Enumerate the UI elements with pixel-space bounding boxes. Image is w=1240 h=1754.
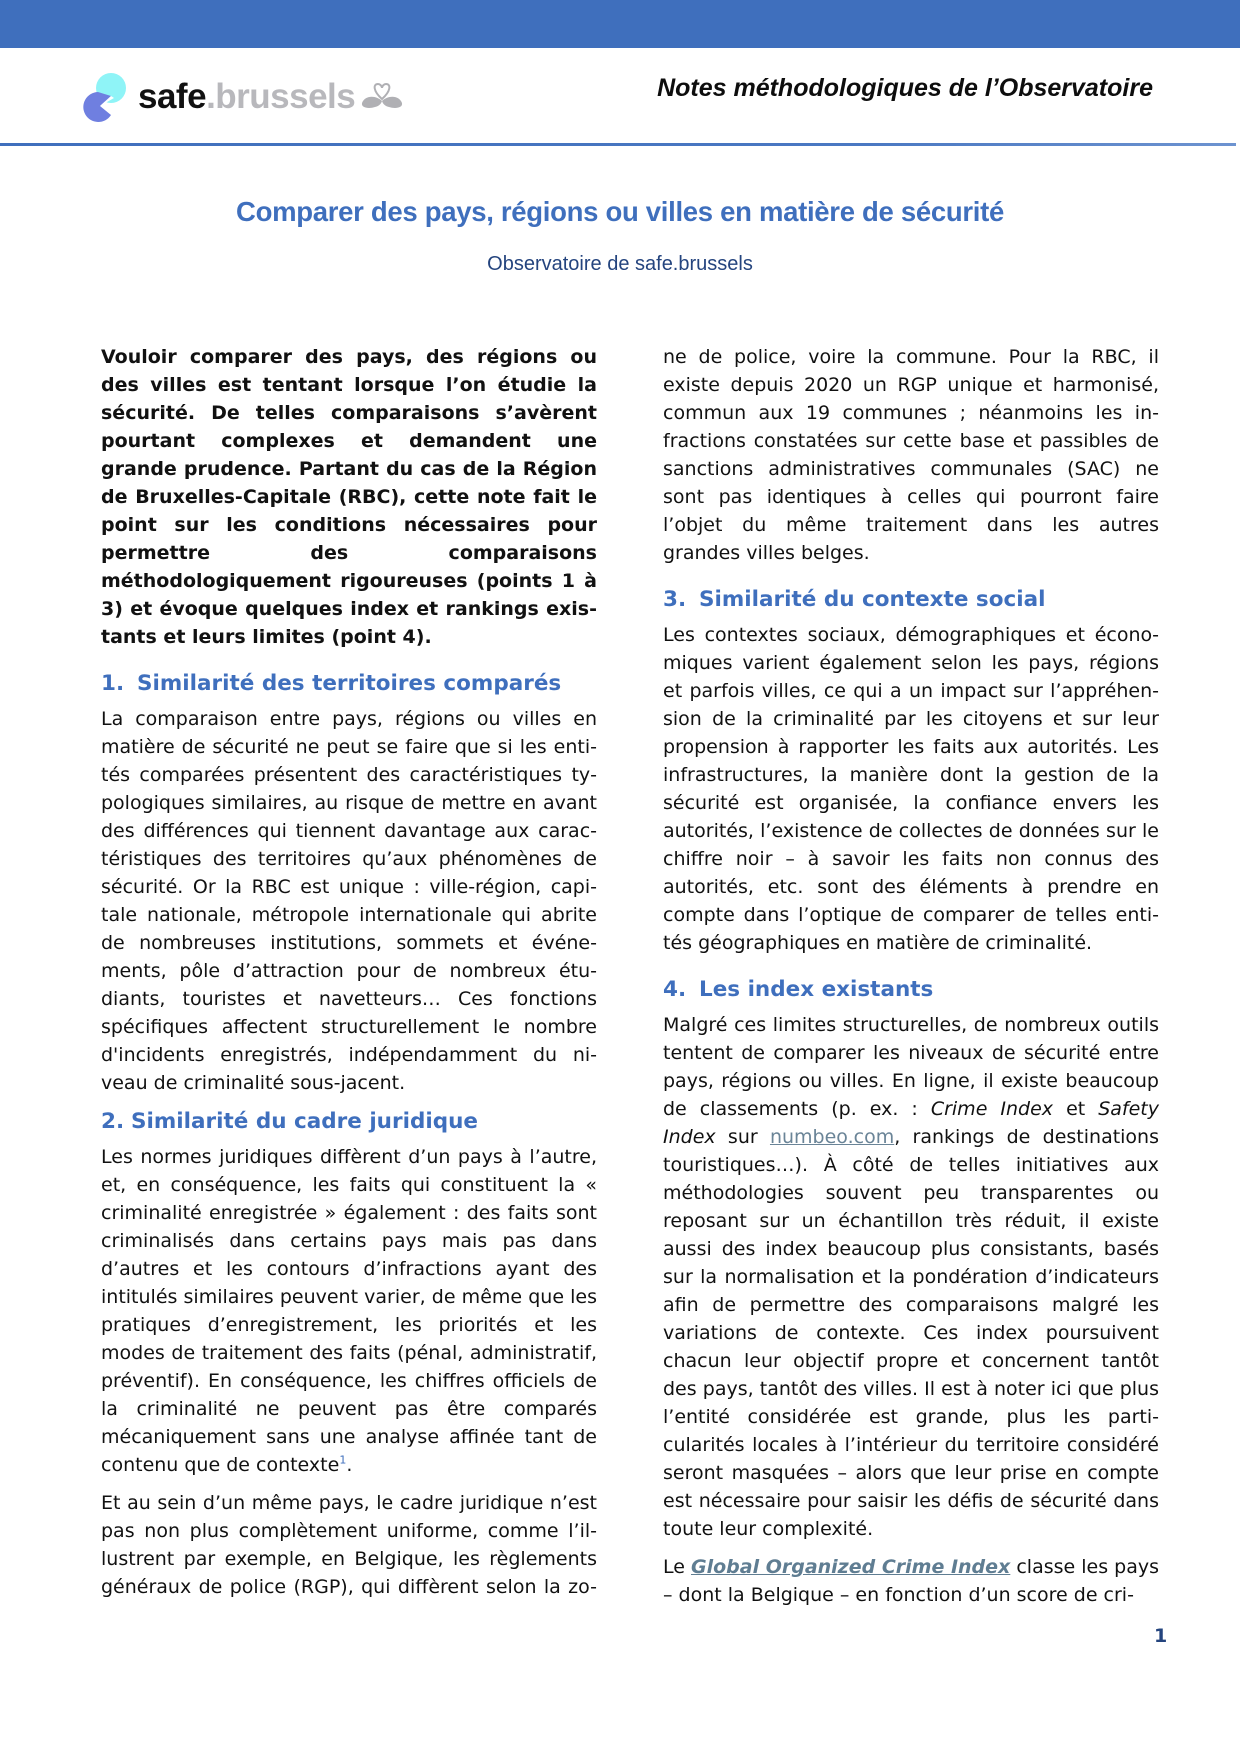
section-1-heading	[101, 669, 597, 699]
numbeo-link[interactable]: numbeo.com	[769, 1126, 895, 1148]
page-number: 1	[1154, 1625, 1168, 1647]
iris-heart-icon	[359, 81, 405, 111]
section-4-heading	[663, 975, 1159, 1005]
section-4-p2-le: Le	[663, 1556, 691, 1578]
section-4-p1-text-a: Malgré ces limites structurelles, de nombreux outils tentent de comparer les niveaux de sécurité entre pays, régions ou villes. En ligne, il existe beaucoup de classements (p. ex. :	[663, 1014, 1159, 1120]
section-4-paragraph-1	[663, 1011, 1159, 1543]
section-2-paragraph-1: Les normes juridiques diffèrent d’un pays à l’autre, et, en conséquence, les faits qui constituent la « criminalité enregistrée » également : des faits sont criminalisés dans certains pays mais pas dans d’autres et les contours d’infractions ayant des intitulés similaires peuvent varier, de même que les pratiques d’enregistrement, les priorités et les modes de traitement des faits (pénal, administratif, préventif). En conséquence, les chiffres officiels de la criminalité ne peuvent pas être comparés mécaniquement sans une analyse affinée tant de contenu que de contexte$^1$.	[101, 1146, 597, 1476]
section-2-paragraph-1-text: Les normes juridiques diffèrent d’un pays à l’autre, et, en conséquence, les faits qui constituent la « criminalité enregistrée » également : des faits sont criminalisés dans certains pays mais pas dans d’autres et les contours d’infractions ayant des intitulés similaires peuvent varier, de même que les pratiques d’enregistrement, les priorités et les modes de traitement des faits (pénal, administratif, préventif). En conséquence, les chiffres officiels de la criminalité ne peuvent pas être comparés mécaniquement sans une analyse affinée tant de contenu que de contexte	[101, 1146, 597, 1476]
header-color-band	[0, 0, 1240, 48]
section-4-number: 4.	[663, 977, 687, 1002]
page-header	[0, 48, 1240, 146]
section-3-title: Similarité du contexte social	[699, 587, 1046, 612]
section-2-heading	[101, 1107, 597, 1137]
section-3-number: 3.	[663, 587, 687, 612]
global-organized-crime-index-link[interactable]: Global Organized Crime Index	[690, 1556, 1011, 1578]
section-2-paragraph-2-part-2: ne de police, voire la commune. Pour la RBC, il existe depuis 2020 un RGP unique et harmonisé, commun aux 19 communes ; néanmoins les infractions constatées sur cette base et passibles de sanctions administratives communales (SAC) ne sont pas identiques à celles qui pourront faire l’objet du même traitement dans les autres grandes villes belges.	[663, 346, 1159, 564]
section-3-paragraph: Les contextes sociaux, démographiques et économiques varient également selon les pays, régions et parfois villes, ce qui a un impact sur l’appréhension de la criminalité par les citoyens et sur leur propension à rapporter les faits aux autorités. Les infrastructures, la manière dont la gestion de la sécurité est organisée, la confiance envers les autorités, l’existence de collectes de données sur le chiffre noir – à savoir les faits non connus des autorités, etc. sont des éléments à prendre en compte dans l’optique de comparer de telles entités géographiques en matière de criminalité.	[663, 624, 1159, 954]
section-3-heading	[663, 585, 1159, 615]
right-column	[663, 343, 1159, 1619]
section-4-p1-et: et	[1053, 1098, 1099, 1120]
crime-index-term: Crime Index	[930, 1098, 1054, 1120]
document-title: Comparer des pays, régions ou villes en matière de sécurité	[236, 196, 1004, 227]
left-column	[101, 343, 597, 1611]
section-1-number: 1.	[101, 671, 125, 696]
document-subtitle: Observatoire de safe.brussels	[487, 253, 753, 275]
logo-mark-icon	[78, 70, 130, 122]
logo-safe-text: safe	[138, 76, 207, 116]
section-2-title: Similarité du cadre juridique	[131, 1109, 479, 1134]
section-2-paragraph-2-part-1: Et au sein d’un même pays, le cadre juridique n’est pas non plus complètement uniforme, comme l’illustrent par exemple, en Belgique, les règlements généraux de police (RGP), qui diffèrent selon la zo-	[101, 1492, 597, 1598]
section-4-p1-text-b: , rankings de destinations touristiques…). À côté de telles initiatives aux méthodologies souvent peu transparentes ou reposant sur un échantillon très réduit, il existe aussi des index beaucoup plus consistants, basés sur la normalisation et la pondération d’indicateurs afin de permettre des comparaisons malgré les variations de contexte. Ces index poursuivent chacun leur objectif propre et concernent tantôt des pays, tantôt des villes. Il est à noter ici que plus l’entité considérée est grande, plus les particularités locales à l’intérieur du territoire considéré seront masquées – alors que leur prise en compte est nécessaire pour saisir les défis de sécurité dans toute leur complexité.	[663, 1126, 1160, 1540]
section-4-p1-sur: sur	[715, 1126, 770, 1148]
logo-wordmark	[138, 76, 356, 116]
logo-brussels-text: .brussels	[206, 76, 356, 116]
footnote-reference[interactable]: 1	[339, 1453, 347, 1467]
section-1-paragraph: La comparaison entre pays, régions ou villes en matière de sécurité ne peut se faire que si les entités comparées présentent des caractéristiques typologiques similaires, au risque de mettre en avant des différences qui tiennent davantage aux caractéristiques des territoires qu’aux phénomènes de sécurité. Or la RBC est unique : ville-région, capitale nationale, métropole internationale qui abrite de nombreuses institutions, sommets et événements, pôle d’attraction pour de nombreux étudiants, touristes et navetteurs… Ces fonctions spécifiques affectent structurellement le nombre d'incidents enregistrés, indépendamment du niveau de criminalité sous-jacent.	[101, 708, 597, 1094]
safety-index-term: Safety Index	[663, 1098, 1159, 1148]
section-2-number: 2.	[101, 1109, 125, 1134]
series-title: Notes méthodologiques de l’Observatoire	[657, 74, 1153, 102]
header-divider	[0, 143, 1236, 146]
intro-paragraph: Vouloir comparer des pays, des régions ou des villes est tentant lorsque l’on étudie la sécurité. De telles comparaisons s’avèrent pourtant complexes et demandent une grande prudence. Partant du cas de la Région de Bruxelles-Capitale (RBC), cette note fait le point sur les conditions nécessaires pour permettre des comparaisons méthodologiquement rigoureuses (points 1 à 3) et évoque quelques index et rankings existants et leurs limites (point 4).	[101, 346, 597, 648]
section-4-p2-text: classe les pays – dont la Belgique – en fonction d’un score de cri-	[663, 1556, 1160, 1606]
section-4-title: Les index existants	[699, 977, 934, 1002]
section-4-paragraph-2	[663, 1553, 1159, 1609]
safe-brussels-logo	[78, 68, 405, 124]
section-1-title: Similarité des territoires comparés	[137, 671, 562, 696]
